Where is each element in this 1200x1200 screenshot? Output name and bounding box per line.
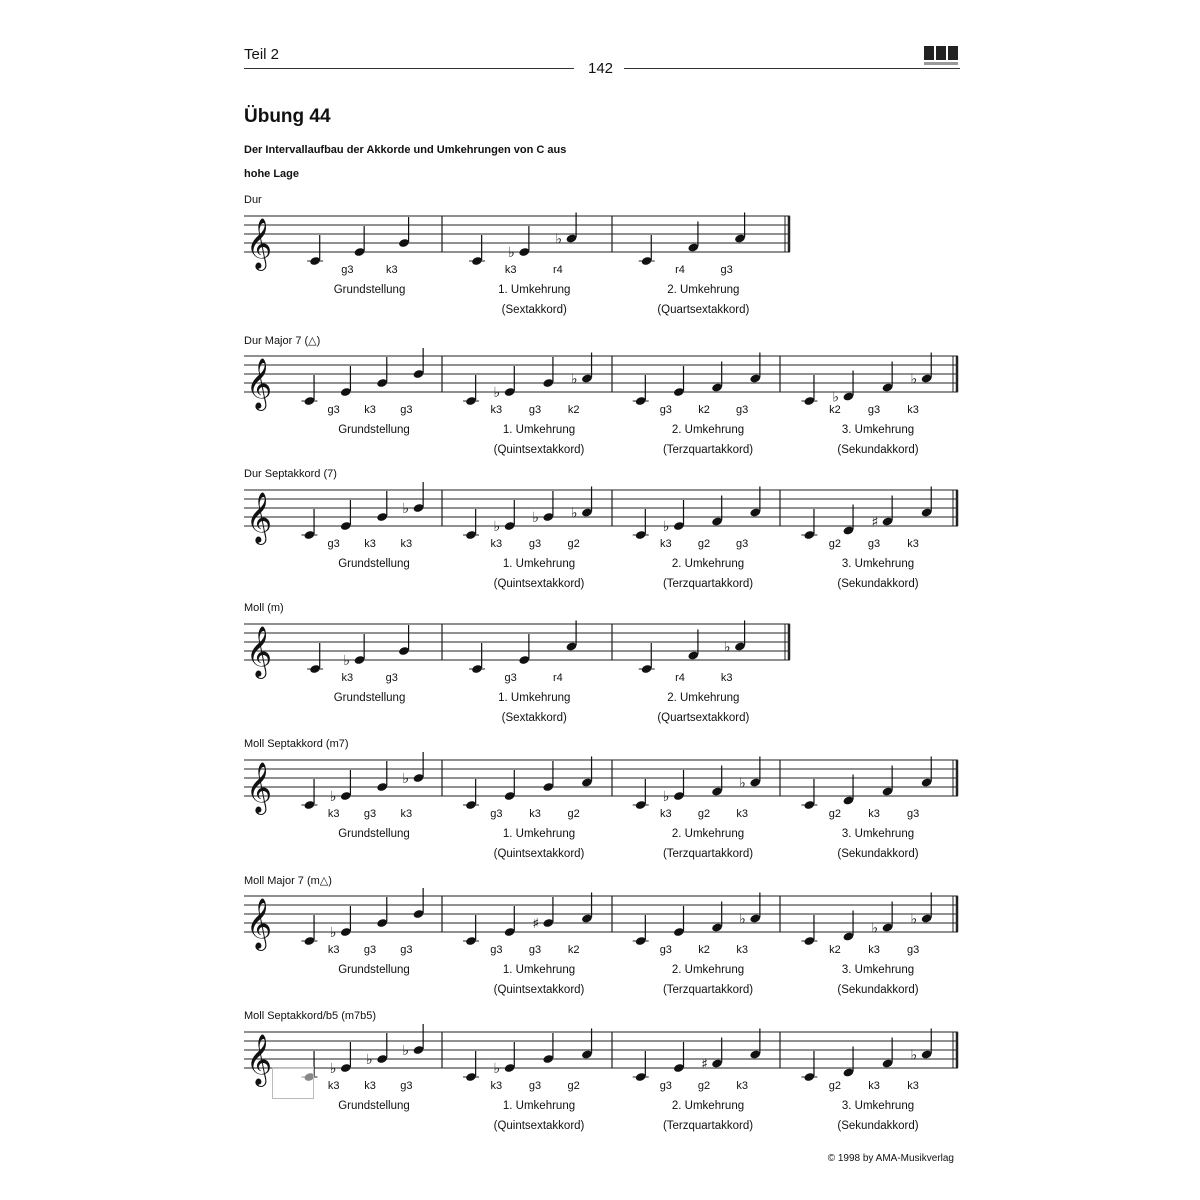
interval-label: k3 [364, 1080, 376, 1092]
copyright-notice: © 1998 by AMA-Musikverlag [827, 1153, 954, 1164]
flat-icon: ♭ [555, 231, 563, 248]
chord-position-label: 2. Umkehrung [667, 692, 740, 704]
chord-name-label: (Quartsextakkord) [657, 304, 750, 316]
interval-label: k3 [868, 808, 880, 820]
register-label: hohe Lage [244, 168, 300, 180]
flat-icon: ♭ [493, 519, 501, 535]
chord-position-label: 1. Umkehrung [502, 558, 576, 570]
interval-label: g3 [659, 1080, 672, 1092]
interval-label: g3 [528, 1080, 542, 1092]
flat-icon: ♭ [402, 771, 410, 787]
flat-icon: ♭ [739, 911, 746, 928]
section-label: Moll Major 7 (m△) [244, 875, 332, 887]
section-label: Dur [244, 194, 262, 206]
header-rule-right [624, 68, 960, 69]
flat-icon: ♭ [508, 245, 515, 261]
interval-label: g3 [528, 538, 542, 550]
chord-name-label: (Terzquartakkord) [662, 848, 754, 860]
publisher-logo [924, 46, 958, 60]
chord-name-label: (Terzquartakkord) [662, 578, 754, 590]
interval-label: g3 [504, 672, 517, 684]
interval-label: g3 [720, 264, 733, 276]
chord-position-label: 2. Umkehrung [671, 1100, 745, 1112]
interval-label: k3 [736, 1080, 748, 1092]
flat-icon: ♭ [493, 1061, 501, 1077]
chord-name-label: (Quintsextakkord) [493, 984, 585, 996]
interval-label: k3 [341, 672, 354, 684]
interval-label: k2 [829, 404, 841, 416]
chord-position-label: Grundstellung [338, 424, 410, 436]
chord-position-label: 3. Umkehrung [841, 558, 915, 570]
interval-label: g2 [697, 808, 711, 820]
chord-name-label: (Terzquartakkord) [662, 984, 754, 996]
treble-clef-icon: 𝄞 [246, 898, 273, 949]
flat-icon: ♭ [366, 1052, 373, 1068]
interval-label: k3 [504, 264, 517, 276]
interval-label: g3 [327, 404, 340, 416]
interval-label: g3 [327, 538, 340, 550]
interval-label: g3 [363, 944, 377, 956]
interval-label: k3 [327, 944, 340, 956]
flat-icon: ♭ [662, 519, 670, 535]
interval-label: k3 [385, 264, 398, 276]
interval-label: k3 [364, 404, 376, 416]
interval-label: g2 [567, 538, 580, 550]
interval-label: g3 [490, 808, 503, 820]
chord-position-label: Grundstellung [338, 1100, 410, 1112]
chord-name-label: (Terzquartakkord) [662, 444, 754, 456]
interval-label: k3 [327, 808, 340, 820]
chord-position-label: 1. Umkehrung [498, 692, 571, 704]
interval-label: r4 [675, 672, 685, 684]
music-staff [244, 342, 962, 412]
treble-clef-icon: 𝄞 [246, 1034, 273, 1085]
interval-label: g2 [567, 808, 580, 820]
chord-name-label: (Sekundakkord) [837, 444, 919, 456]
interval-label: g3 [528, 404, 542, 416]
interval-label: g2 [828, 538, 842, 550]
exercise-title: Übung 44 [244, 106, 331, 127]
interval-label: k3 [907, 538, 919, 550]
interval-label: k3 [736, 944, 748, 956]
flat-icon: ♭ [329, 925, 337, 941]
treble-clef-icon: 𝄞 [246, 762, 273, 813]
interval-label: g3 [400, 944, 413, 956]
flat-icon: ♭ [832, 389, 840, 406]
interval-label: g3 [736, 404, 749, 416]
treble-clef-icon: 𝄞 [246, 492, 273, 543]
flat-icon: ♭ [871, 920, 879, 937]
treble-clef-icon: 𝄞 [246, 218, 273, 269]
chord-name-label: (Sextakkord) [501, 712, 567, 724]
interval-label: g2 [697, 1080, 711, 1092]
chord-position-label: 2. Umkehrung [671, 558, 745, 570]
chord-name-label: (Sekundakkord) [837, 578, 919, 590]
interval-label: k3 [660, 808, 672, 820]
chord-position-label: 3. Umkehrung [841, 1100, 915, 1112]
chord-position-label: 2. Umkehrung [667, 284, 740, 296]
interval-label: g2 [828, 808, 842, 820]
music-staff [244, 202, 794, 272]
chord-name-label: (Sekundakkord) [837, 984, 919, 996]
interval-label: g3 [659, 944, 672, 956]
flat-icon: ♭ [910, 911, 918, 928]
interval-label: g3 [490, 944, 503, 956]
chord-position-label: 3. Umkehrung [841, 828, 915, 840]
chord-position-label: 2. Umkehrung [671, 964, 745, 976]
interval-label: g3 [400, 1080, 413, 1092]
chord-name-label: (Quintsextakkord) [493, 1120, 585, 1132]
flat-icon: ♭ [910, 1047, 918, 1064]
music-staff [244, 610, 794, 680]
sharp-icon: ♯ [532, 916, 540, 932]
chord-position-label: Grundstellung [338, 964, 410, 976]
flat-icon: ♭ [724, 639, 731, 656]
interval-label: r4 [675, 264, 685, 276]
chord-position-label: 1. Umkehrung [502, 828, 576, 840]
interval-label: k3 [907, 1080, 919, 1092]
publisher-logo-bar [924, 62, 958, 65]
music-staff [244, 1018, 962, 1088]
flat-icon: ♭ [570, 505, 578, 522]
sharp-icon: ♯ [701, 1056, 708, 1073]
chord-name-label: (Quartsextakkord) [657, 712, 750, 724]
interval-label: g2 [567, 1080, 580, 1092]
interval-label: k3 [490, 404, 503, 416]
chord-position-label: 1. Umkehrung [502, 424, 576, 436]
chord-name-label: (Sextakkord) [501, 304, 567, 316]
interval-label: k3 [400, 808, 413, 820]
page-number: 142 [588, 60, 614, 77]
chord-position-label: Grundstellung [338, 828, 410, 840]
chord-name-label: (Terzquartakkord) [662, 1120, 754, 1132]
interval-label: g3 [400, 404, 413, 416]
section-label: Dur Major 7 (△) [244, 335, 321, 347]
treble-clef-icon: 𝄞 [246, 626, 273, 677]
chord-name-label: (Sekundakkord) [837, 1120, 919, 1132]
interval-label: g3 [341, 264, 354, 276]
interval-label: g3 [867, 404, 881, 416]
chord-name-label: (Quintsextakkord) [493, 848, 585, 860]
section-label: Moll (m) [244, 602, 284, 614]
interval-label: g3 [528, 944, 542, 956]
interval-label: g3 [363, 808, 377, 820]
chord-position-label: Grundstellung [333, 284, 406, 296]
interval-label: g2 [828, 1080, 842, 1092]
interval-label: r4 [552, 264, 563, 276]
exercise-subtitle: Der Intervallaufbau der Akkorde und Umkehrungen von C aus [244, 144, 567, 156]
flat-icon: ♭ [343, 653, 351, 669]
chord-name-label: (Quintsextakkord) [493, 444, 585, 456]
header-rule-left [244, 68, 574, 69]
section-label: Moll Septakkord (m7) [244, 738, 349, 750]
interval-label: k3 [736, 808, 748, 820]
interval-label: k3 [327, 1080, 340, 1092]
chord-position-label: 1. Umkehrung [502, 1100, 576, 1112]
chord-position-label: Grundstellung [338, 558, 410, 570]
flat-icon: ♭ [329, 1061, 337, 1077]
music-staff [244, 476, 962, 546]
interval-label: k2 [829, 944, 841, 956]
interval-label: k3 [868, 1080, 880, 1092]
interval-label: k2 [567, 944, 580, 956]
interval-label: k3 [720, 672, 733, 684]
chord-position-label: 2. Umkehrung [671, 424, 745, 436]
interval-label: k3 [490, 538, 503, 550]
flat-icon: ♭ [910, 371, 918, 388]
interval-label: g3 [736, 538, 749, 550]
chord-position-label: 2. Umkehrung [671, 828, 745, 840]
interval-label: r4 [552, 672, 563, 684]
music-staff [244, 882, 962, 952]
watermark-stamp [272, 1067, 314, 1099]
treble-clef-icon: 𝄞 [246, 358, 273, 409]
chord-position-label: Grundstellung [333, 692, 406, 704]
interval-label: k3 [364, 538, 376, 550]
interval-label: g3 [906, 808, 920, 820]
flat-icon: ♭ [662, 789, 670, 805]
interval-label: k3 [660, 538, 672, 550]
flat-icon: ♭ [532, 510, 539, 526]
section-label: Dur Septakkord (7) [244, 468, 337, 480]
interval-label: g2 [697, 538, 711, 550]
interval-label: k2 [698, 944, 710, 956]
chord-position-label: 1. Umkehrung [502, 964, 576, 976]
interval-label: k3 [400, 538, 413, 550]
interval-label: k3 [907, 404, 919, 416]
interval-label: g3 [659, 404, 672, 416]
chord-name-label: (Quintsextakkord) [493, 578, 585, 590]
music-staff [244, 746, 962, 816]
interval-label: k3 [529, 808, 541, 820]
interval-label: k3 [868, 944, 880, 956]
flat-icon: ♭ [493, 385, 501, 401]
interval-label: k3 [490, 1080, 503, 1092]
flat-icon: ♭ [329, 789, 337, 805]
chord-name-label: (Sekundakkord) [837, 848, 919, 860]
sharp-icon: ♯ [871, 514, 879, 531]
interval-label: k2 [698, 404, 710, 416]
interval-label: g3 [385, 672, 398, 684]
interval-label: g3 [867, 538, 881, 550]
flat-icon: ♭ [402, 501, 410, 517]
chord-position-label: 1. Umkehrung [498, 284, 571, 296]
interval-label: g3 [906, 944, 920, 956]
interval-label: k2 [567, 404, 580, 416]
section-label: Moll Septakkord/b5 (m7b5) [244, 1010, 377, 1022]
chord-position-label: 3. Umkehrung [841, 964, 915, 976]
section-header: Teil 2 [244, 46, 280, 63]
chord-position-label: 3. Umkehrung [841, 424, 915, 436]
flat-icon: ♭ [402, 1043, 410, 1059]
flat-icon: ♭ [739, 775, 746, 792]
flat-icon: ♭ [570, 371, 578, 388]
